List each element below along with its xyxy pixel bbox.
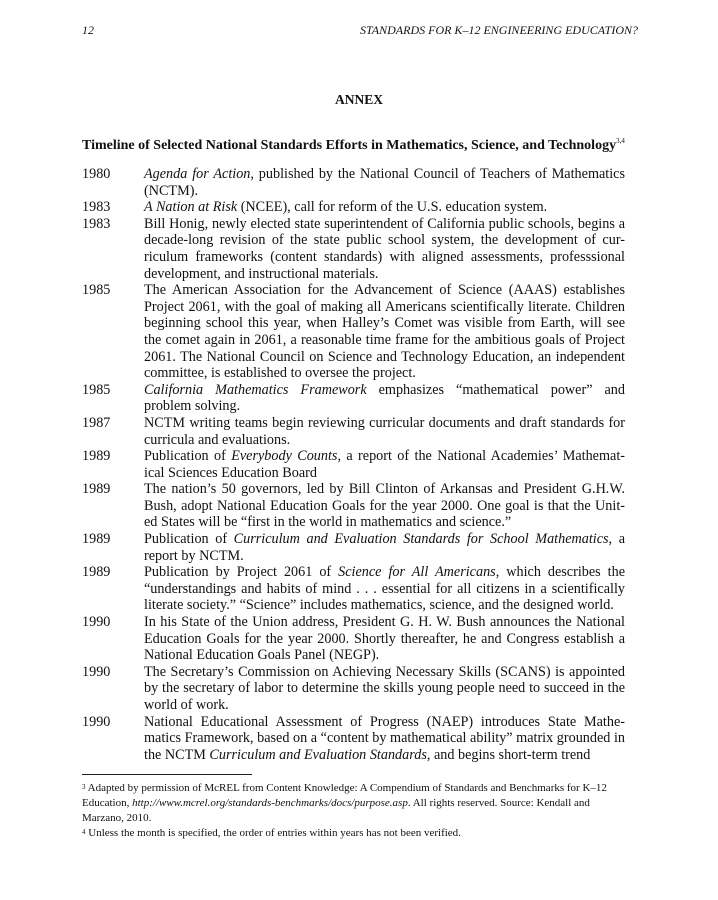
entry-title-italic: Science for All Americans [338, 564, 496, 581]
entry-text [144, 481, 625, 531]
timeline-entries [82, 166, 625, 763]
entry-text [144, 614, 625, 664]
timeline-entry [82, 166, 625, 199]
entry-year: 1990 [82, 614, 111, 631]
entry-text-part: , a report by NCTM. [144, 531, 625, 564]
entry-year: 1990 [82, 663, 111, 680]
entry-text-part: In his State of the Union address, President G. H. W. Bush announces the National Education Goals for the year 2000. Shortly thereafter, he and Congress establish a National Education Goals Panel (NEGP). [144, 614, 625, 664]
entry-year: 1989 [82, 531, 111, 548]
timeline-entry [82, 531, 625, 564]
timeline-entry [82, 382, 625, 415]
timeline-entry [82, 614, 625, 664]
footnotes [82, 781, 627, 841]
page-number: 12 [82, 23, 94, 37]
footnote-ref: 3,4 [616, 137, 625, 145]
entry-text [144, 664, 625, 714]
entry-year: 1989 [82, 564, 111, 581]
running-header [82, 22, 638, 38]
footnote-text: . All rights reserved. Source: Kendall and Marzano, 2010. [82, 797, 590, 824]
entry-text-part: NCTM writing teams begin reviewing curricular documents and draft standards for curricula and evaluations. [144, 414, 625, 448]
entry-title-italic: California Mathematics Framework [144, 381, 367, 398]
entry-year: 1985 [82, 282, 111, 299]
entry-title-italic: Curriculum and Evaluation Standards [209, 746, 427, 763]
entry-text [144, 282, 625, 382]
timeline-entry [82, 714, 625, 764]
entry-text [144, 531, 625, 564]
entry-text-part: The American Association for the Advancement of Science (AAAS) establishes Project 2061, with the goal of making all Americans scientifically literate. Children beginning school this year, when Halley’s Comet was visible from Earth, will see the comet again in 2061, a reasonable time frame for the ambitious goals of Project 2061. The National Council on Science and Technology Education, an independent committee, is established to oversee the project. [144, 282, 625, 382]
footnote-text: Adapted by permission of McREL from Content Knowledge: A Compendium of Standards and Benchmarks for K–12 Education, [82, 782, 607, 809]
entry-text-part: Publication of [144, 448, 232, 465]
entry-title-italic: A Nation at Risk [144, 199, 238, 216]
timeline-entry [82, 199, 625, 216]
entry-text-part: , and begins short-term trend [426, 746, 591, 763]
footnote-rule [82, 774, 252, 775]
entry-year: 1987 [82, 414, 111, 431]
entry-year: 1990 [82, 713, 111, 730]
entry-text-part: (NCEE), call for reform of the U.S. education system. [237, 199, 548, 216]
entry-text-part: The Secretary’s Commission on Achieving Necessary Skills (SCANS) is appointed by the secretary of labor to determine the skills young people need to succeed in the world of work. [144, 663, 625, 713]
annex-heading: ANNEX [334, 92, 383, 107]
entry-text-part: Bill Honig, newly elected state superintendent of California public schools, begins a decade-long revision of the state public school system, the development of cur-riculum frameworks (content standards) with aligned assessments, professsional development, and instructional materials. [144, 215, 625, 282]
timeline-entry [82, 564, 625, 614]
timeline-title [82, 138, 652, 154]
footnote [82, 781, 627, 826]
entry-year: 1980 [82, 166, 111, 182]
entry-text [144, 382, 625, 415]
entry-text-part: Publication by Project 2061 of [144, 564, 339, 581]
entry-title-italic: Agenda for Action [144, 166, 251, 182]
running-title: STANDARDS FOR K–12 ENGINEERING EDUCATION? [360, 23, 638, 37]
footnote-url: http://www.mcrel.org/standards-benchmarks/docs/purpose.asp [132, 797, 408, 809]
timeline-entry [82, 216, 625, 282]
entry-text-part: , published by the National Council of Teachers of Mathematics (NCTM). [144, 166, 625, 199]
entry-text-part: , which describes the “understandings and habits of mind . . . essential for all citizens in a scientifically literate society.” “Science” includes mathematics, science, and the designed world. [144, 564, 626, 614]
entry-text [144, 415, 625, 448]
timeline-entry [82, 415, 625, 448]
entry-year: 1983 [82, 215, 111, 232]
footnote [82, 826, 627, 841]
entry-year: 1985 [82, 381, 111, 398]
entry-year: 1989 [82, 448, 111, 465]
timeline-entry [82, 664, 625, 714]
footnote-mark: 4 [82, 828, 86, 836]
entry-year: 1989 [82, 481, 111, 498]
entry-text [144, 448, 625, 481]
timeline-title-text: Timeline of Selected National Standards Efforts in Mathematics, Science, and Technology [82, 138, 617, 153]
entry-text [144, 199, 625, 216]
footnote-mark: 3 [82, 783, 86, 791]
entry-text [144, 166, 625, 199]
entry-text [144, 714, 625, 764]
footnote-text: Unless the month is specified, the order of entries within years has not been verified. [85, 827, 461, 839]
entry-text-part: , a report of the National Academies’ Mathemat-ical Sciences Education Board [144, 448, 625, 481]
entry-title-italic: Curriculum and Evaluation Standards for School Mathematics [233, 531, 609, 548]
entry-text-part: The nation’s 50 governors, led by Bill Clinton of Arkansas and President G.H.W. Bush, adopt National Education Goals for the year 2000. One goal is that the Unit-ed States will be “first in the world in mathematics and science.” [144, 481, 625, 531]
entry-year: 1983 [82, 199, 111, 216]
timeline-entry [82, 282, 625, 382]
timeline-entry [82, 481, 625, 531]
entry-text [144, 564, 625, 614]
timeline-entry [82, 448, 625, 481]
entry-text-part: emphasizes “mathematical power” and problem solving. [144, 381, 625, 415]
entry-text [144, 216, 625, 282]
entry-text-part: National Educational Assessment of Progress (NAEP) introduces State Mathe-matics Framework, based on a “content by mathematical ability” matrix grounded in the NCTM [144, 713, 625, 763]
entry-text-part: Publication of [144, 531, 234, 548]
entry-title-italic: Everybody Counts [231, 448, 338, 465]
